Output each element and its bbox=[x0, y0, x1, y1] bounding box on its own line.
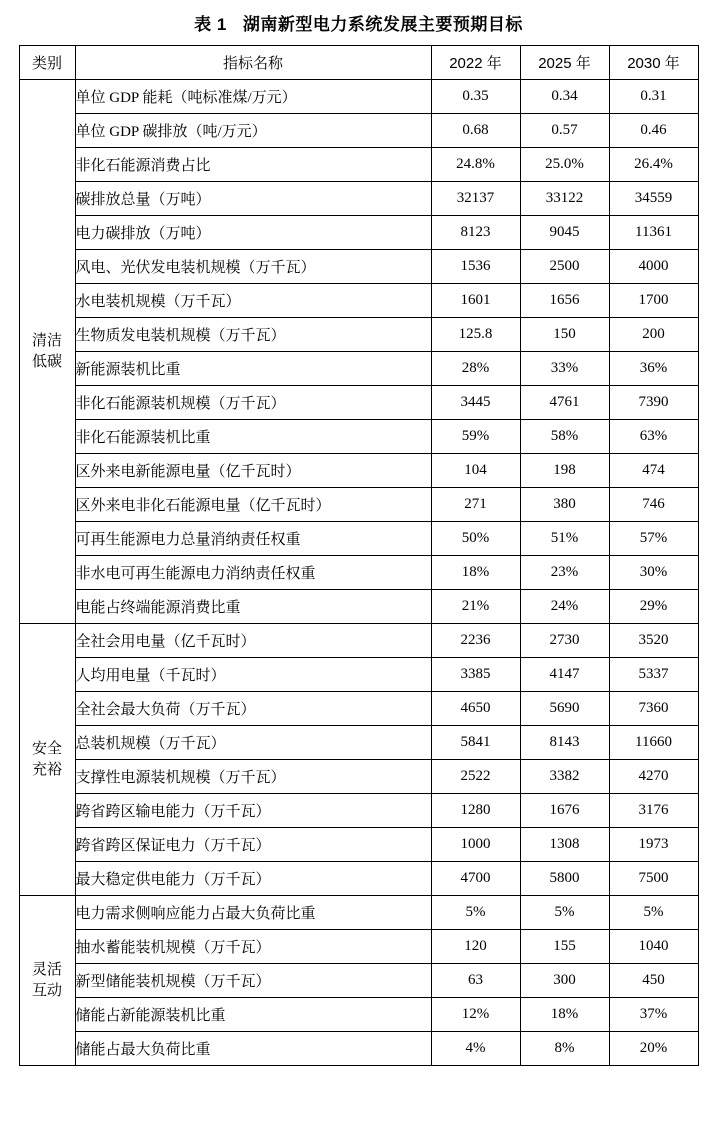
indicator-name: 非化石能源装机比重 bbox=[75, 420, 431, 454]
value-2030: 4270 bbox=[609, 760, 698, 794]
table-row bbox=[19, 182, 698, 216]
indicator-name: 风电、光伏发电装机规模（万千瓦） bbox=[75, 250, 431, 284]
value-2025: 198 bbox=[520, 454, 609, 488]
category-label-line2: 低碳 bbox=[31, 352, 62, 370]
indicator-name: 非化石能源装机规模（万千瓦） bbox=[75, 386, 431, 420]
value-2022: 32137 bbox=[431, 182, 520, 216]
indicator-name: 电能占终端能源消费比重 bbox=[75, 590, 431, 624]
value-2022: 24.8% bbox=[431, 148, 520, 182]
indicator-name: 区外来电新能源电量（亿千瓦时） bbox=[75, 454, 431, 488]
value-2030: 7360 bbox=[609, 692, 698, 726]
indicator-name: 非水电可再生能源电力消纳责任权重 bbox=[75, 556, 431, 590]
table-title: 湖南新型电力系统发展主要预期目标 bbox=[242, 15, 523, 34]
indicator-name: 最大稳定供电能力（万千瓦） bbox=[75, 862, 431, 896]
value-2025: 5% bbox=[520, 896, 609, 930]
value-2025: 1676 bbox=[520, 794, 609, 828]
value-2025: 4147 bbox=[520, 658, 609, 692]
value-2030: 36% bbox=[609, 352, 698, 386]
indicator-name: 跨省跨区输电能力（万千瓦） bbox=[75, 794, 431, 828]
value-2022: 3385 bbox=[431, 658, 520, 692]
value-2025: 23% bbox=[520, 556, 609, 590]
value-2025: 2500 bbox=[520, 250, 609, 284]
value-2025: 5690 bbox=[520, 692, 609, 726]
table-number: 表 1 bbox=[194, 15, 227, 34]
table-row bbox=[19, 828, 698, 862]
value-2030: 7500 bbox=[609, 862, 698, 896]
indicator-name: 人均用电量（千瓦时） bbox=[75, 658, 431, 692]
value-2022: 21% bbox=[431, 590, 520, 624]
value-2030: 1973 bbox=[609, 828, 698, 862]
header-year-2025: 2025 年 bbox=[520, 46, 609, 80]
category-label-line1: 灵活 bbox=[31, 961, 62, 979]
indicator-name: 电力碳排放（万吨） bbox=[75, 216, 431, 250]
indicator-name: 可再生能源电力总量消纳责任权重 bbox=[75, 522, 431, 556]
value-2022: 63 bbox=[431, 964, 520, 998]
value-2030: 3176 bbox=[609, 794, 698, 828]
category-cell-safe-sufficient bbox=[19, 624, 75, 896]
value-2022: 104 bbox=[431, 454, 520, 488]
table-row bbox=[19, 624, 698, 658]
header-row bbox=[19, 46, 698, 80]
value-2030: 1700 bbox=[609, 284, 698, 318]
table-row bbox=[19, 250, 698, 284]
value-2030: 474 bbox=[609, 454, 698, 488]
table-row bbox=[19, 318, 698, 352]
indicator-name: 新型储能装机规模（万千瓦） bbox=[75, 964, 431, 998]
value-2025: 0.34 bbox=[520, 80, 609, 114]
header-category: 类别 bbox=[19, 46, 75, 80]
value-2022: 5841 bbox=[431, 726, 520, 760]
indicator-name: 碳排放总量（万吨） bbox=[75, 182, 431, 216]
value-2022: 4% bbox=[431, 1032, 520, 1066]
table-row bbox=[19, 862, 698, 896]
value-2030: 37% bbox=[609, 998, 698, 1032]
value-2022: 50% bbox=[431, 522, 520, 556]
value-2022: 0.68 bbox=[431, 114, 520, 148]
value-2025: 24% bbox=[520, 590, 609, 624]
value-2030: 30% bbox=[609, 556, 698, 590]
value-2025: 3382 bbox=[520, 760, 609, 794]
table-row bbox=[19, 930, 698, 964]
table-row bbox=[19, 352, 698, 386]
category-cell-clean-low-carbon bbox=[19, 80, 75, 624]
page-title bbox=[0, 0, 717, 45]
value-2025: 380 bbox=[520, 488, 609, 522]
value-2022: 5% bbox=[431, 896, 520, 930]
indicator-name: 新能源装机比重 bbox=[75, 352, 431, 386]
value-2022: 4650 bbox=[431, 692, 520, 726]
value-2022: 0.35 bbox=[431, 80, 520, 114]
value-2025: 150 bbox=[520, 318, 609, 352]
indicator-name: 全社会用电量（亿千瓦时） bbox=[75, 624, 431, 658]
value-2022: 4700 bbox=[431, 862, 520, 896]
value-2025: 8% bbox=[520, 1032, 609, 1066]
value-2022: 3445 bbox=[431, 386, 520, 420]
value-2030: 0.31 bbox=[609, 80, 698, 114]
value-2025: 18% bbox=[520, 998, 609, 1032]
value-2025: 1656 bbox=[520, 284, 609, 318]
value-2022: 120 bbox=[431, 930, 520, 964]
table-row bbox=[19, 556, 698, 590]
header-year-2030: 2030 年 bbox=[609, 46, 698, 80]
table-row bbox=[19, 522, 698, 556]
category-label-line1: 清洁 bbox=[31, 332, 62, 350]
value-2030: 34559 bbox=[609, 182, 698, 216]
table-row bbox=[19, 998, 698, 1032]
targets-table bbox=[19, 45, 699, 1066]
value-2025: 4761 bbox=[520, 386, 609, 420]
header-year-2022: 2022 年 bbox=[431, 46, 520, 80]
value-2022: 1000 bbox=[431, 828, 520, 862]
value-2025: 2730 bbox=[520, 624, 609, 658]
value-2022: 1536 bbox=[431, 250, 520, 284]
table-row bbox=[19, 726, 698, 760]
value-2022: 12% bbox=[431, 998, 520, 1032]
table-header bbox=[19, 46, 698, 80]
value-2030: 29% bbox=[609, 590, 698, 624]
indicator-name: 非化石能源消费占比 bbox=[75, 148, 431, 182]
table-row bbox=[19, 488, 698, 522]
indicator-name: 电力需求侧响应能力占最大负荷比重 bbox=[75, 896, 431, 930]
value-2030: 5337 bbox=[609, 658, 698, 692]
value-2030: 1040 bbox=[609, 930, 698, 964]
value-2022: 28% bbox=[431, 352, 520, 386]
table-row bbox=[19, 284, 698, 318]
indicator-name: 总装机规模（万千瓦） bbox=[75, 726, 431, 760]
indicator-name: 跨省跨区保证电力（万千瓦） bbox=[75, 828, 431, 862]
value-2025: 5800 bbox=[520, 862, 609, 896]
table-row bbox=[19, 386, 698, 420]
category-label-line2: 互动 bbox=[31, 981, 62, 999]
value-2022: 1601 bbox=[431, 284, 520, 318]
value-2025: 25.0% bbox=[520, 148, 609, 182]
table-row bbox=[19, 964, 698, 998]
category-label-line1: 安全 bbox=[31, 740, 62, 758]
value-2030: 4000 bbox=[609, 250, 698, 284]
table-row bbox=[19, 896, 698, 930]
indicator-name: 水电装机规模（万千瓦） bbox=[75, 284, 431, 318]
value-2030: 11660 bbox=[609, 726, 698, 760]
value-2022: 2522 bbox=[431, 760, 520, 794]
value-2022: 2236 bbox=[431, 624, 520, 658]
table-body bbox=[19, 80, 698, 1066]
table-row bbox=[19, 420, 698, 454]
value-2030: 450 bbox=[609, 964, 698, 998]
value-2030: 5% bbox=[609, 896, 698, 930]
value-2030: 7390 bbox=[609, 386, 698, 420]
indicator-name: 生物质发电装机规模（万千瓦） bbox=[75, 318, 431, 352]
value-2030: 3520 bbox=[609, 624, 698, 658]
value-2025: 9045 bbox=[520, 216, 609, 250]
value-2022: 8123 bbox=[431, 216, 520, 250]
value-2025: 155 bbox=[520, 930, 609, 964]
value-2025: 51% bbox=[520, 522, 609, 556]
header-indicator-name: 指标名称 bbox=[75, 46, 431, 80]
table-row bbox=[19, 692, 698, 726]
table-row bbox=[19, 590, 698, 624]
table-row bbox=[19, 1032, 698, 1066]
category-cell-flexible-interactive bbox=[19, 896, 75, 1066]
value-2022: 125.8 bbox=[431, 318, 520, 352]
value-2022: 271 bbox=[431, 488, 520, 522]
value-2025: 300 bbox=[520, 964, 609, 998]
indicator-name: 单位 GDP 碳排放（吨/万元） bbox=[75, 114, 431, 148]
value-2030: 746 bbox=[609, 488, 698, 522]
value-2030: 26.4% bbox=[609, 148, 698, 182]
value-2022: 59% bbox=[431, 420, 520, 454]
value-2025: 58% bbox=[520, 420, 609, 454]
value-2025: 0.57 bbox=[520, 114, 609, 148]
indicator-name: 全社会最大负荷（万千瓦） bbox=[75, 692, 431, 726]
indicator-name: 抽水蓄能装机规模（万千瓦） bbox=[75, 930, 431, 964]
value-2030: 63% bbox=[609, 420, 698, 454]
table-row bbox=[19, 216, 698, 250]
value-2022: 1280 bbox=[431, 794, 520, 828]
value-2030: 57% bbox=[609, 522, 698, 556]
indicator-name: 储能占新能源装机比重 bbox=[75, 998, 431, 1032]
value-2030: 11361 bbox=[609, 216, 698, 250]
value-2025: 8143 bbox=[520, 726, 609, 760]
table-row bbox=[19, 794, 698, 828]
table-row bbox=[19, 148, 698, 182]
indicator-name: 单位 GDP 能耗（吨标准煤/万元） bbox=[75, 80, 431, 114]
value-2030: 20% bbox=[609, 1032, 698, 1066]
category-label-line2: 充裕 bbox=[31, 760, 62, 778]
indicator-name: 区外来电非化石能源电量（亿千瓦时） bbox=[75, 488, 431, 522]
value-2030: 0.46 bbox=[609, 114, 698, 148]
value-2025: 33% bbox=[520, 352, 609, 386]
indicator-name: 储能占最大负荷比重 bbox=[75, 1032, 431, 1066]
table-row bbox=[19, 658, 698, 692]
table-row bbox=[19, 454, 698, 488]
table-row bbox=[19, 760, 698, 794]
value-2022: 18% bbox=[431, 556, 520, 590]
table-row bbox=[19, 80, 698, 114]
indicator-name: 支撑性电源装机规模（万千瓦） bbox=[75, 760, 431, 794]
value-2025: 33122 bbox=[520, 182, 609, 216]
value-2025: 1308 bbox=[520, 828, 609, 862]
table-row bbox=[19, 114, 698, 148]
value-2030: 200 bbox=[609, 318, 698, 352]
